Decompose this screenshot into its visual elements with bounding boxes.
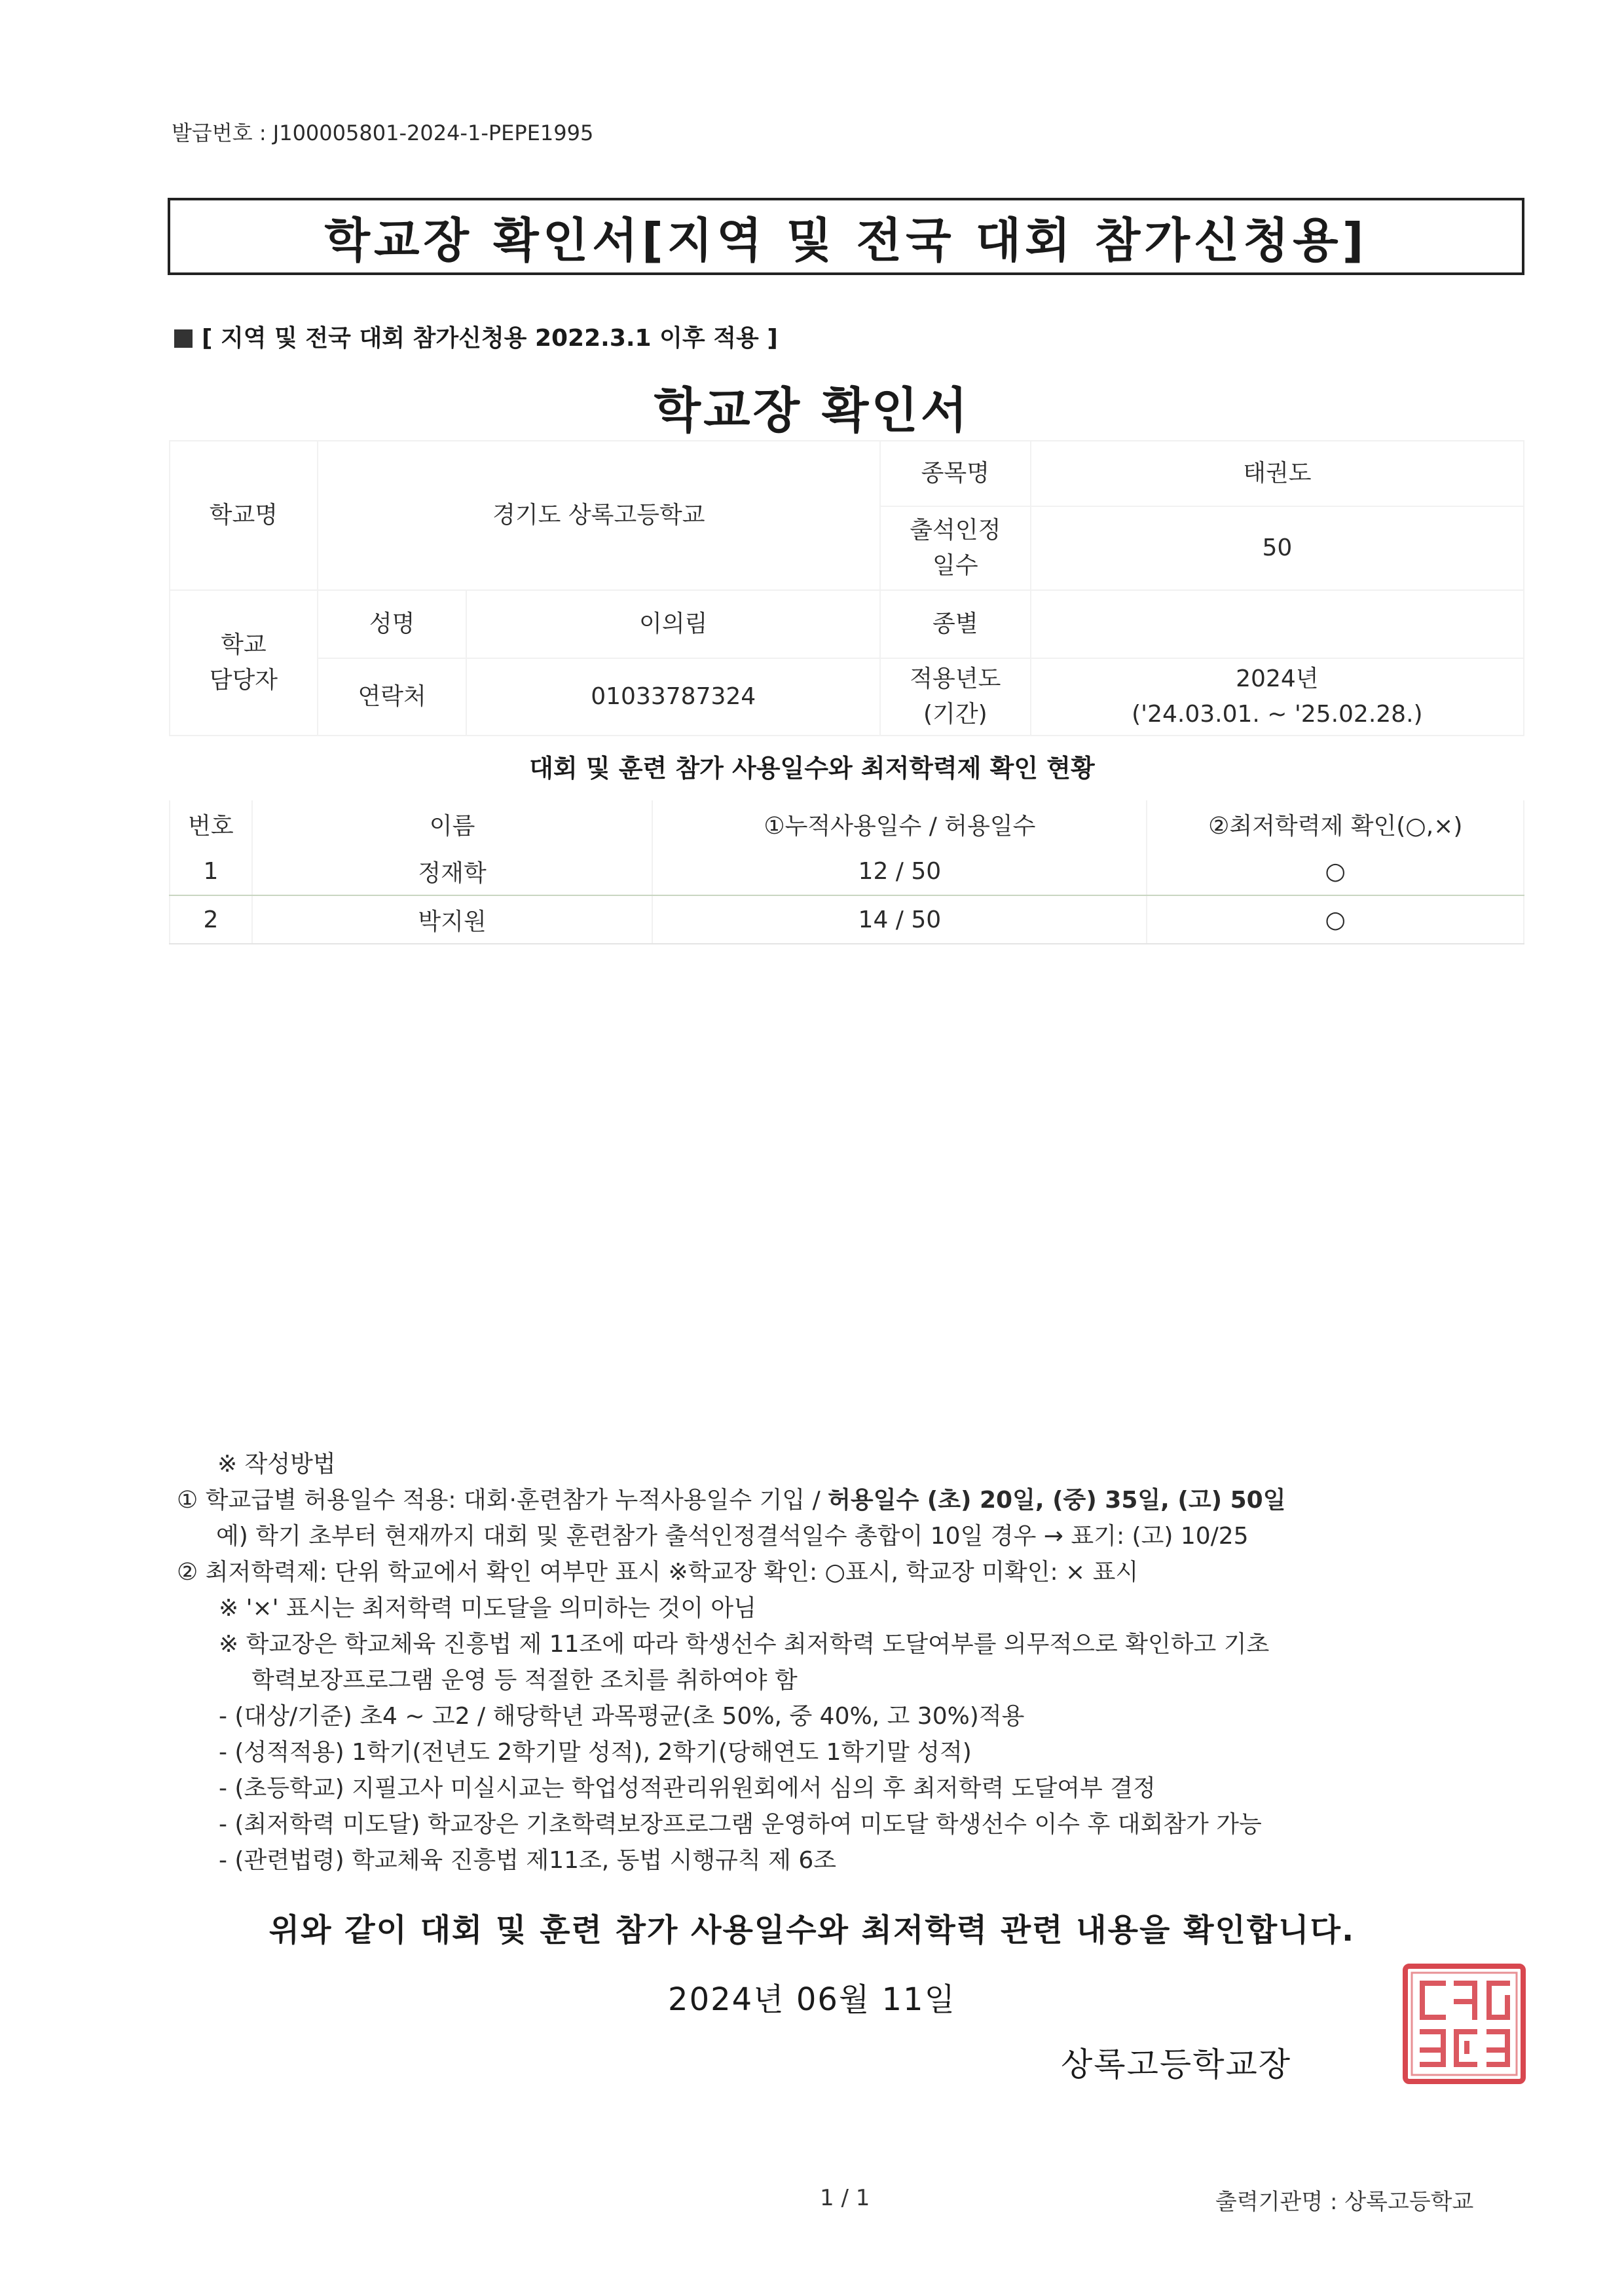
header-name: 이름 [252, 800, 652, 848]
section-title: 대회 및 훈련 참가 사용일수와 최저학력제 확인 현황 [529, 754, 1095, 783]
guide-line: 예) 학기 초부터 현재까지 대회 및 훈련참가 출석인정결석일수 총합이 10일 경우 → 표기: (고) 10/25 [216, 1523, 1249, 1550]
square-bullet-icon [174, 329, 193, 348]
subtitle-note-text: [ 지역 및 전국 대회 참가신청용 2022.3.1 이후 적용 ] [202, 325, 778, 352]
issue-date: 2024년 06월 11일 [668, 1981, 956, 2018]
gender-value [1031, 590, 1524, 658]
year-label [880, 658, 1031, 736]
manager-label [170, 590, 318, 736]
contact-label: 연락처 [318, 658, 467, 736]
row-check: ○ [1147, 895, 1524, 944]
info-table [169, 440, 1524, 736]
year-label-line2: (기간) [923, 701, 987, 728]
manager-label-line1: 학교 [221, 631, 267, 658]
school-name-label: 학교명 [170, 441, 318, 590]
guide-line: ※ 학교장은 학교체육 진흥법 제 11조에 따라 학생선수 최저학력 도달여부를 의무적으로 확인하고 기초 [219, 1631, 1270, 1658]
guide-line: - (성적적용) 1학기(전년도 2학기말 성적), 2학기(당해연도 1학기말 성적) [219, 1739, 972, 1766]
table-header-row [170, 800, 1524, 848]
confirmation-statement: 위와 같이 대회 및 훈련 참가 사용일수와 최저학력 관련 내용을 확인합니다. [268, 1912, 1356, 1949]
principal-name: 상록고등학교장 [1061, 2045, 1292, 2083]
guide-line: - (대상/기준) 초4 ~ 고2 / 해당학년 과목평균(초 50%, 중 40%, 고 30%)적용 [219, 1703, 1025, 1730]
guide-line1-bold: 허용일수 (초) 20일, (중) 35일, (고) 50일 [828, 1487, 1286, 1514]
official-seal-icon [1401, 1962, 1527, 2085]
guide-line: 학력보장프로그램 운영 등 적절한 조치를 취하여야 함 [251, 1667, 798, 1694]
row-check: ○ [1147, 848, 1524, 895]
main-title: 학교장 확인서[지역 및 전국 대회 참가신청용] [168, 198, 1524, 275]
guide-line: ※ '×' 표시는 최저학력 미도달을 의미하는 것이 아님 [219, 1595, 756, 1622]
header-no: 번호 [170, 800, 252, 848]
header-check: ②최저학력제 확인(○,×) [1147, 800, 1524, 848]
header-days: ①누적사용일수 / 허용일수 [652, 800, 1147, 848]
year-value [1031, 658, 1524, 736]
table-row [170, 848, 1524, 895]
issue-number: 발급번호 : J100005801-2024-1-PEPE1995 [172, 121, 594, 145]
gender-label: 종별 [880, 590, 1031, 658]
guide-line: - (초등학교) 지필고사 미실시교는 학업성적관리위원회에서 심의 후 최저학력 도달여부 결정 [219, 1775, 1156, 1802]
attendance-label-line2: 일수 [932, 552, 978, 579]
writing-guide [177, 1446, 1285, 1878]
year-value-line2: ('24.03.01. ~ '25.02.28.) [1132, 701, 1423, 728]
row-days: 14 / 50 [652, 895, 1147, 944]
attendance-label [880, 506, 1031, 590]
name-label: 성명 [318, 590, 467, 658]
row-name: 박지원 [252, 895, 652, 944]
guide-line: ② 최저학력제: 단위 학교에서 확인 여부만 표시 ※학교장 확인: ○표시, 학교장 미확인: × 표시 [177, 1559, 1139, 1586]
row-no: 1 [170, 848, 252, 895]
printing-institution: 출력기관명 : 상록고등학교 [1215, 2189, 1474, 2215]
manager-label-line2: 담당자 [209, 667, 278, 694]
sport-label: 종목명 [880, 441, 1031, 506]
attendance-label-line1: 출석인정 [910, 517, 1001, 544]
guide-line: - (관련법령) 학교체육 진흥법 제11조, 동법 시행규칙 제 6조 [219, 1847, 837, 1874]
year-value-line1: 2024년 [1236, 665, 1319, 692]
school-name-value: 경기도 상록고등학교 [318, 441, 880, 590]
doc-title: 학교장 확인서 [654, 382, 970, 439]
guide-line1-text: ① 학교급별 허용일수 적용: 대회·훈련참가 누적사용일수 기입 / [177, 1487, 828, 1514]
row-name: 정재학 [252, 848, 652, 895]
guide-heading: ※ 작성방법 [217, 1451, 336, 1478]
attendance-value: 50 [1031, 506, 1524, 590]
sport-value: 태권도 [1031, 441, 1524, 506]
subtitle-note [174, 320, 778, 353]
page-number: 1 / 1 [820, 2185, 870, 2211]
year-label-line1: 적용년도 [910, 665, 1001, 692]
name-value: 이의림 [466, 590, 879, 658]
usage-table [169, 800, 1524, 944]
contact-value: 01033787324 [466, 658, 879, 736]
guide-line [177, 1482, 1285, 1518]
row-days: 12 / 50 [652, 848, 1147, 895]
guide-line: - (최저학력 미도달) 학교장은 기초학력보장프로그램 운영하여 미도달 학생선수 이수 후 대회참가 가능 [219, 1811, 1262, 1838]
row-no: 2 [170, 895, 252, 944]
table-row [170, 895, 1524, 944]
